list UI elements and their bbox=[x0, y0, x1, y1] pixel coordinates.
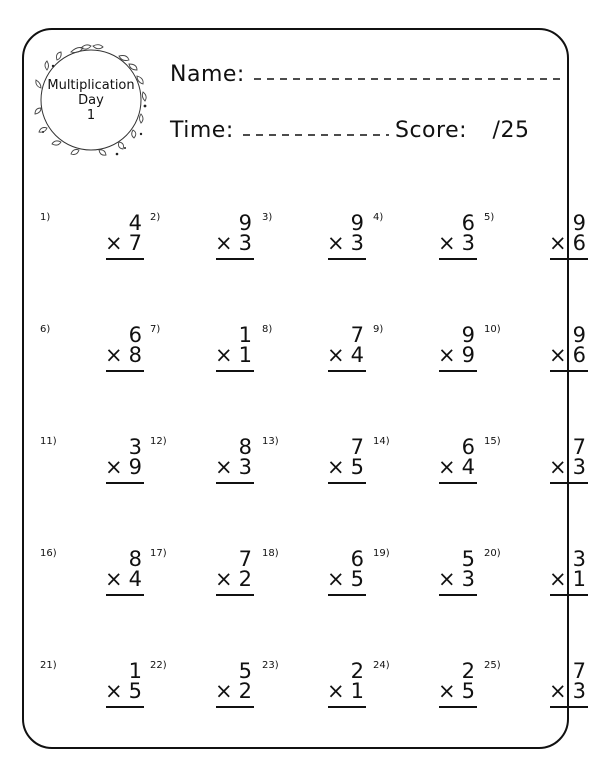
problem-number: 2) bbox=[150, 212, 161, 223]
times-sign: × bbox=[549, 343, 567, 367]
problem-10 bbox=[484, 324, 594, 424]
times-sign: × bbox=[105, 455, 123, 479]
multiplier-row bbox=[105, 344, 142, 366]
multiplier: 6 bbox=[572, 231, 586, 255]
problem-number: 14) bbox=[373, 436, 390, 447]
multiplier-row bbox=[327, 232, 364, 254]
multiplicand: 9 bbox=[461, 323, 475, 347]
answer-line[interactable] bbox=[550, 594, 588, 596]
multiplier-row bbox=[105, 680, 142, 702]
answer-line[interactable] bbox=[550, 482, 588, 484]
times-sign: × bbox=[438, 455, 456, 479]
multiplicand: 1 bbox=[128, 659, 142, 683]
multiplicand: 7 bbox=[238, 547, 252, 571]
multiplier-row bbox=[215, 568, 252, 590]
problem-6 bbox=[40, 324, 150, 424]
times-sign: × bbox=[438, 231, 456, 255]
multiplicand: 8 bbox=[128, 547, 142, 571]
times-sign: × bbox=[215, 455, 233, 479]
multiplicand: 9 bbox=[350, 211, 364, 235]
badge-line-3: 1 bbox=[86, 108, 96, 123]
multiplier: 3 bbox=[461, 567, 475, 591]
multiplier-row bbox=[327, 568, 364, 590]
multiplier-row bbox=[327, 680, 364, 702]
multiplier-row bbox=[105, 232, 142, 254]
problem-16 bbox=[40, 548, 150, 648]
multiplicand: 9 bbox=[572, 323, 586, 347]
multiplier: 3 bbox=[238, 231, 252, 255]
problem-number: 9) bbox=[373, 324, 384, 335]
multiplicand: 4 bbox=[128, 211, 142, 235]
multiplier-row bbox=[105, 456, 142, 478]
multiplicand: 2 bbox=[461, 659, 475, 683]
problem-number: 17) bbox=[150, 548, 167, 559]
multiplicand: 3 bbox=[572, 547, 586, 571]
times-sign: × bbox=[438, 343, 456, 367]
answer-line[interactable] bbox=[439, 258, 477, 260]
problem-number: 12) bbox=[150, 436, 167, 447]
title-wreath-badge bbox=[33, 42, 159, 162]
score-total: /25 bbox=[492, 118, 530, 143]
problem-12 bbox=[150, 436, 260, 536]
multiplier: 5 bbox=[128, 679, 142, 703]
multiplier-row bbox=[549, 680, 586, 702]
multiplier: 3 bbox=[461, 231, 475, 255]
answer-line[interactable] bbox=[106, 706, 144, 708]
problem-23 bbox=[262, 660, 372, 760]
times-sign: × bbox=[215, 679, 233, 703]
times-sign: × bbox=[549, 231, 567, 255]
multiplier: 5 bbox=[350, 567, 364, 591]
multiplier-row bbox=[327, 456, 364, 478]
problem-2 bbox=[150, 212, 260, 312]
multiplier-row bbox=[327, 344, 364, 366]
multiplicand: 6 bbox=[350, 547, 364, 571]
time-blank-line[interactable] bbox=[241, 133, 391, 137]
multiplicand: 2 bbox=[350, 659, 364, 683]
problem-number: 23) bbox=[262, 660, 279, 671]
problem-20 bbox=[484, 548, 594, 648]
multiplier-row bbox=[438, 344, 475, 366]
times-sign: × bbox=[105, 567, 123, 591]
problem-22 bbox=[150, 660, 260, 760]
badge-line-2: Day bbox=[78, 93, 104, 108]
multiplier: 3 bbox=[350, 231, 364, 255]
times-sign: × bbox=[438, 567, 456, 591]
multiplier-row bbox=[438, 456, 475, 478]
multiplier: 8 bbox=[128, 343, 142, 367]
problem-number: 3) bbox=[262, 212, 273, 223]
problem-number: 6) bbox=[40, 324, 51, 335]
problem-number: 21) bbox=[40, 660, 57, 671]
problem-9 bbox=[373, 324, 483, 424]
problem-number: 11) bbox=[40, 436, 57, 447]
problem-17 bbox=[150, 548, 260, 648]
times-sign: × bbox=[327, 343, 345, 367]
multiplier: 4 bbox=[461, 455, 475, 479]
times-sign: × bbox=[549, 455, 567, 479]
answer-line[interactable] bbox=[439, 482, 477, 484]
multiplier-row bbox=[438, 568, 475, 590]
problem-number: 18) bbox=[262, 548, 279, 559]
multiplicand: 9 bbox=[238, 211, 252, 235]
problem-number: 16) bbox=[40, 548, 57, 559]
problem-8 bbox=[262, 324, 372, 424]
problem-1 bbox=[40, 212, 150, 312]
time-field bbox=[170, 118, 391, 143]
problem-3 bbox=[262, 212, 372, 312]
problem-5 bbox=[484, 212, 594, 312]
problem-number: 19) bbox=[373, 548, 390, 559]
multiplicand: 5 bbox=[238, 659, 252, 683]
answer-line[interactable] bbox=[106, 370, 144, 372]
badge-line-1: Multiplication bbox=[47, 78, 135, 93]
problem-number: 1) bbox=[40, 212, 51, 223]
multiplier: 2 bbox=[238, 567, 252, 591]
problem-number: 5) bbox=[484, 212, 495, 223]
answer-line[interactable] bbox=[439, 370, 477, 372]
problem-14 bbox=[373, 436, 483, 536]
problem-number: 24) bbox=[373, 660, 390, 671]
problem-13 bbox=[262, 436, 372, 536]
score-field bbox=[395, 118, 529, 143]
multiplier: 3 bbox=[572, 679, 586, 703]
multiplier: 4 bbox=[350, 343, 364, 367]
answer-line[interactable] bbox=[106, 482, 144, 484]
answer-line[interactable] bbox=[216, 594, 254, 596]
problem-number: 7) bbox=[150, 324, 161, 335]
times-sign: × bbox=[327, 455, 345, 479]
answer-line[interactable] bbox=[550, 370, 588, 372]
multiplier-row bbox=[215, 456, 252, 478]
answer-line[interactable] bbox=[550, 258, 588, 260]
answer-line[interactable] bbox=[439, 706, 477, 708]
multiplicand: 6 bbox=[128, 323, 142, 347]
problem-4 bbox=[373, 212, 483, 312]
multiplier: 2 bbox=[238, 679, 252, 703]
answer-line[interactable] bbox=[328, 594, 366, 596]
multiplier: 7 bbox=[128, 231, 142, 255]
answer-line[interactable] bbox=[216, 370, 254, 372]
answer-line[interactable] bbox=[439, 594, 477, 596]
multiplier: 3 bbox=[572, 455, 586, 479]
name-field bbox=[170, 62, 567, 87]
multiplicand: 6 bbox=[461, 211, 475, 235]
times-sign: × bbox=[215, 343, 233, 367]
multiplier: 1 bbox=[350, 679, 364, 703]
multiplier-row bbox=[549, 568, 586, 590]
problem-18 bbox=[262, 548, 372, 648]
multiplier: 1 bbox=[238, 343, 252, 367]
multiplicand: 6 bbox=[461, 435, 475, 459]
multiplier-row bbox=[105, 568, 142, 590]
answer-line[interactable] bbox=[328, 370, 366, 372]
badge-title bbox=[33, 78, 149, 123]
name-blank-line[interactable] bbox=[252, 77, 567, 81]
times-sign: × bbox=[549, 679, 567, 703]
multiplier-row bbox=[215, 680, 252, 702]
times-sign: × bbox=[438, 679, 456, 703]
multiplier-row bbox=[549, 456, 586, 478]
answer-line[interactable] bbox=[106, 258, 144, 260]
problem-number: 4) bbox=[373, 212, 384, 223]
problem-number: 15) bbox=[484, 436, 501, 447]
multiplicand: 5 bbox=[461, 547, 475, 571]
answer-line[interactable] bbox=[216, 258, 254, 260]
multiplier: 6 bbox=[572, 343, 586, 367]
multiplier: 5 bbox=[350, 455, 364, 479]
problem-24 bbox=[373, 660, 483, 760]
multiplier: 9 bbox=[128, 455, 142, 479]
problem-number: 20) bbox=[484, 548, 501, 559]
multiplicand: 7 bbox=[350, 435, 364, 459]
times-sign: × bbox=[327, 679, 345, 703]
multiplier-row bbox=[438, 680, 475, 702]
multiplicand: 1 bbox=[238, 323, 252, 347]
multiplier-row bbox=[549, 232, 586, 254]
multiplier: 1 bbox=[572, 567, 586, 591]
problem-21 bbox=[40, 660, 150, 760]
problem-19 bbox=[373, 548, 483, 648]
multiplicand: 9 bbox=[572, 211, 586, 235]
multiplier-row bbox=[549, 344, 586, 366]
multiplicand: 3 bbox=[128, 435, 142, 459]
problem-number: 8) bbox=[262, 324, 273, 335]
time-label: Time: bbox=[170, 118, 234, 143]
score-label: Score: bbox=[395, 118, 468, 143]
times-sign: × bbox=[327, 231, 345, 255]
problem-number: 25) bbox=[484, 660, 501, 671]
times-sign: × bbox=[105, 231, 123, 255]
times-sign: × bbox=[215, 231, 233, 255]
multiplier-row bbox=[215, 232, 252, 254]
problem-15 bbox=[484, 436, 594, 536]
multiplier: 3 bbox=[238, 455, 252, 479]
times-sign: × bbox=[105, 343, 123, 367]
problem-number: 10) bbox=[484, 324, 501, 335]
times-sign: × bbox=[327, 567, 345, 591]
answer-line[interactable] bbox=[328, 482, 366, 484]
times-sign: × bbox=[549, 567, 567, 591]
problem-11 bbox=[40, 436, 150, 536]
answer-line[interactable] bbox=[550, 706, 588, 708]
answer-line[interactable] bbox=[216, 706, 254, 708]
multiplicand: 7 bbox=[350, 323, 364, 347]
multiplier: 5 bbox=[461, 679, 475, 703]
multiplicand: 7 bbox=[572, 435, 586, 459]
problem-number: 22) bbox=[150, 660, 167, 671]
multiplier-row bbox=[438, 232, 475, 254]
multiplier: 4 bbox=[128, 567, 142, 591]
multiplicand: 7 bbox=[572, 659, 586, 683]
answer-line[interactable] bbox=[106, 594, 144, 596]
problem-7 bbox=[150, 324, 260, 424]
answer-line[interactable] bbox=[328, 258, 366, 260]
answer-line[interactable] bbox=[216, 482, 254, 484]
times-sign: × bbox=[105, 679, 123, 703]
answer-line[interactable] bbox=[328, 706, 366, 708]
multiplier: 9 bbox=[461, 343, 475, 367]
name-label: Name: bbox=[170, 62, 245, 87]
problem-25 bbox=[484, 660, 594, 760]
multiplicand: 8 bbox=[238, 435, 252, 459]
multiplier-row bbox=[215, 344, 252, 366]
times-sign: × bbox=[215, 567, 233, 591]
problem-number: 13) bbox=[262, 436, 279, 447]
